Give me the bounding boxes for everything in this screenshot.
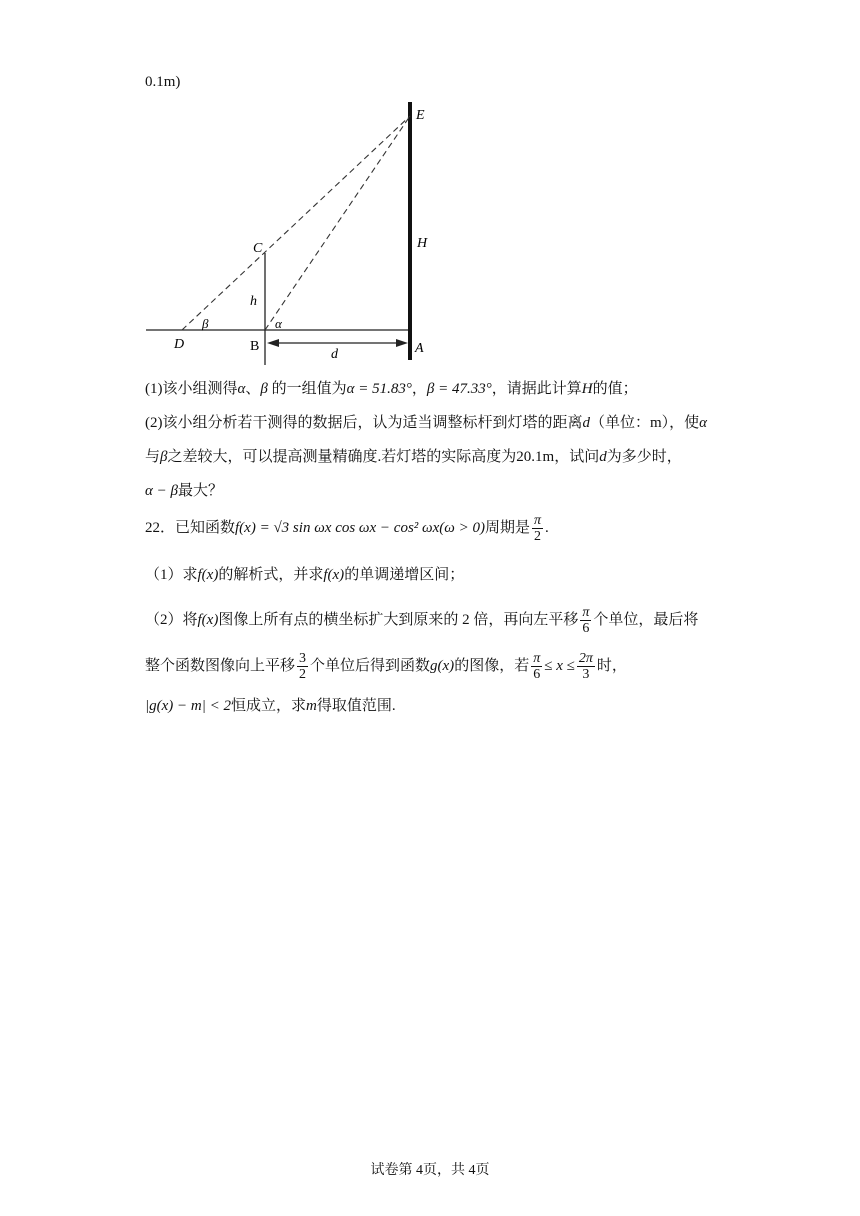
arrow-head-left [267,339,279,347]
q21-part2-line3: α − β最大？ [145,483,223,499]
label-d-distance: d [331,347,338,362]
arrow-head-right [396,339,408,347]
label-h-lower: h [250,294,257,309]
q21-part2-line2: 与β之差较大，可以提高测量精确度.若灯塔的实际高度为20.1m，试问d为多少时， [145,449,682,465]
label-beta: β [202,316,209,331]
q22-statement: 22．已知函数f(x) = √3 sin ωx cos ωx − cos² ωx(ω > 0)周期是 $\frac{\pi}{2}$ . [145,513,549,545]
header-fragment: 0.1m) [145,74,181,90]
label-alpha: α [275,316,282,331]
label-b: B [250,339,260,354]
label-c: C [253,241,263,256]
q22-part2-line1: （2）将f(x)图像上所有点的横坐标扩大到原来的 2 倍，再向左平移 $\frac{\pi}{6}$ 个单位，最后将 [145,605,699,637]
dashed-line-de [182,116,410,330]
label-d-point: D [174,337,185,352]
label-a: A [415,341,424,356]
label-e: E [416,108,425,123]
q22-part2-line2: 整个函数图像向上平移 $\frac{3}{2}$ 个单位后得到函数g(x)的图像，若 $\frac{\pi}{6}$ ≤ x ≤ $\frac{2\pi}{3}$ 时， [145,651,627,683]
q22-part1: （1）求f(x)的解析式，并求f(x)的单调递增区间； [145,567,465,583]
geometry-figure [0,0,860,380]
dashed-line-be [265,116,410,330]
label-h-upper: H [417,236,428,251]
q21-part2-line1: (2)该小组分析若干测得的数据后，认为适当调整标杆到灯塔的距离d（单位：m），使α [145,415,708,431]
page-footer: 试卷第 4页，共 4页 [370,1163,490,1178]
q21-part1: (1)该小组测得α、β 的一组值为α = 51.83°，β = 47.33°，请据此计算H的值； [145,381,638,397]
q22-part2-line3: |g(x) − m| < 2恒成立，求m得取值范围. [145,698,396,714]
